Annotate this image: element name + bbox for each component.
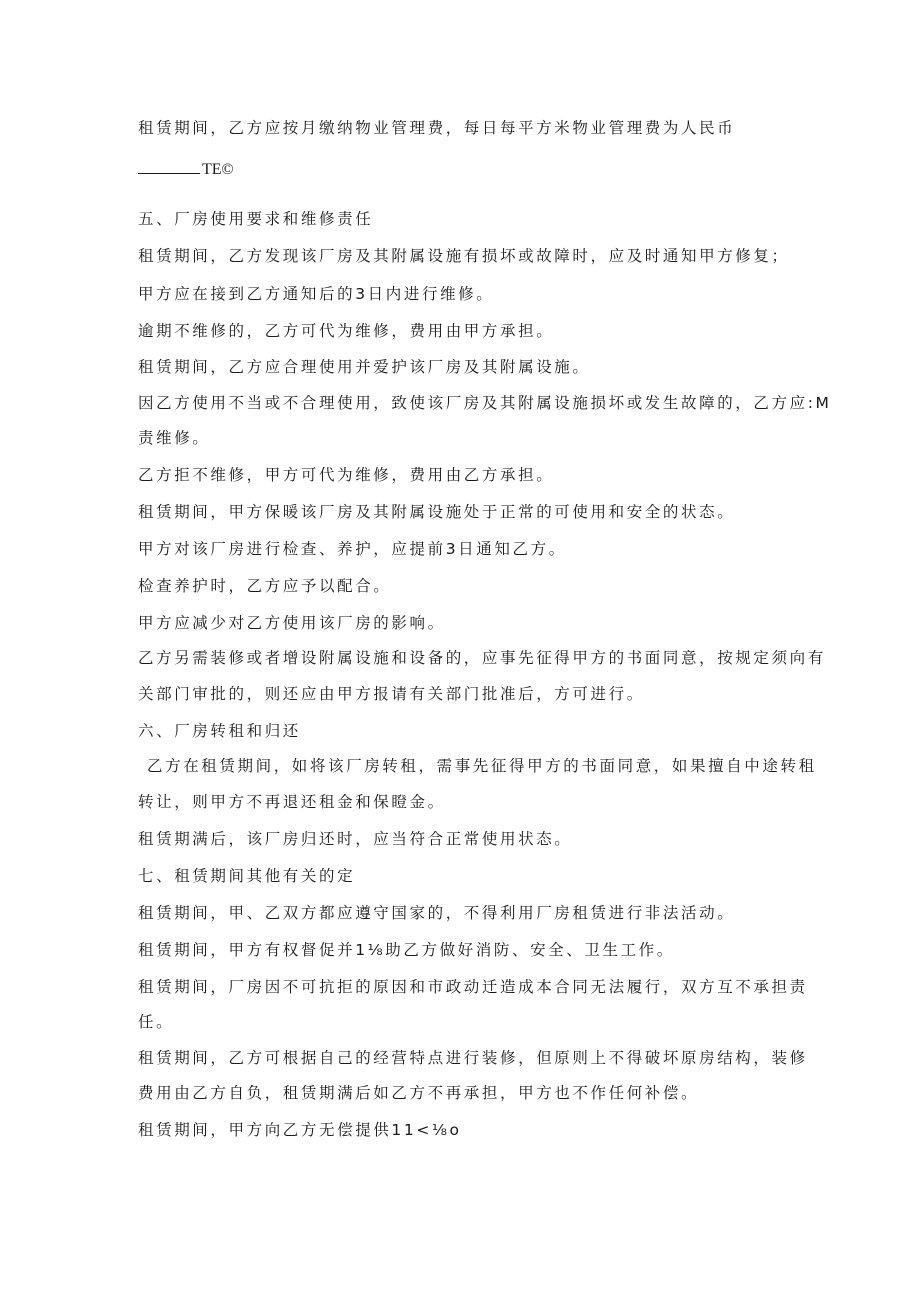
fill-in-line <box>138 159 234 180</box>
paragraph-line: 租赁期间，厂房因不可抗拒的原因和市政动迁造成本合同无法履行，双方互不承担责 <box>138 978 808 996</box>
paragraph-line: 租赁期间，乙方可根据自己的经营特点进行装修，但原则上不得破坏原房结构，装修 <box>138 1049 808 1067</box>
paragraph-line: 租赁期间，甲方向乙方无偿提供11<⅛o <box>138 1121 462 1139</box>
section-heading: 五、厂房使用要求和维修责任 <box>138 210 374 228</box>
paragraph-line: 因乙方使用不当或不合理使用，致使该厂房及其附属设施损坏或发生故障的，乙方应:M <box>138 394 832 412</box>
paragraph-line: 租赁期间，甲方有权督促并1⅛助乙方做好消防、安全、卫生工作。 <box>138 941 675 959</box>
section-heading: 六、厂房转租和归还 <box>138 722 301 740</box>
paragraph-line: 租赁期间，乙方应合理使用并爱护该厂房及其附属设施。 <box>138 358 591 376</box>
paragraph-line: 转让，则甲方不再退还租金和保瞪金。 <box>138 793 446 811</box>
fill-in-value: TE© <box>202 161 234 178</box>
paragraph-line: 租赁期间，甲、乙双方都应遵守国家的，不得利用厂房租赁进行非法活动。 <box>138 904 736 922</box>
paragraph-line: 任。 <box>138 1013 175 1031</box>
paragraph-line: 责维修。 <box>138 429 211 447</box>
paragraph-line: 关部门审批的，则还应由甲方报请有关部门批准后，方可进行。 <box>138 685 645 703</box>
paragraph-line: 租赁期间，甲方保暖该厂房及其附属设施处于正常的可使用和安全的状态。 <box>138 503 736 521</box>
paragraph-line: 甲方对该厂房进行检查、养护，应提前3日通知乙方。 <box>138 540 567 558</box>
paragraph-line: 租赁期满后，该厂房归还时，应当符合正常使用状态。 <box>138 830 573 848</box>
paragraph-line: 检查养护时，乙方应予以配合。 <box>138 577 392 595</box>
paragraph-line: 乙方拒不维修，甲方可代为维修，费用由乙方承担。 <box>138 466 555 484</box>
paragraph-line: 甲方应减少对乙方使用该厂房的影响。 <box>138 614 446 632</box>
paragraph-line: 乙方另需装修或者增设附属设施和设备的，应事先征得甲方的书面同意，按规定须向有 <box>138 649 826 667</box>
section-heading: 七、租赁期间其他有关的定 <box>138 867 356 885</box>
paragraph-line: 甲方应在接到乙方通知后的3日内进行维修。 <box>138 285 495 303</box>
paragraph-line: 租赁期间，乙方应按月缴纳物业管理费，每日每平方米物业管理费为人民币 <box>138 119 736 137</box>
paragraph-line: 费用由乙方自负，租赁期满后如乙方不再承担，甲方也不作任何补偿。 <box>138 1084 700 1102</box>
paragraph-line: 乙方在租赁期间，如将该厂房转租，需事先征得甲方的书面同意，如果擅自中途转租 <box>147 757 817 775</box>
paragraph-line: 逾期不维修的，乙方可代为维修，费用由甲方承担。 <box>138 322 555 340</box>
blank-underline <box>138 160 200 174</box>
paragraph-line: 租赁期间，乙方发现该厂房及其附属设施有损坏或故障时，应及时通知甲方修复； <box>138 247 790 265</box>
